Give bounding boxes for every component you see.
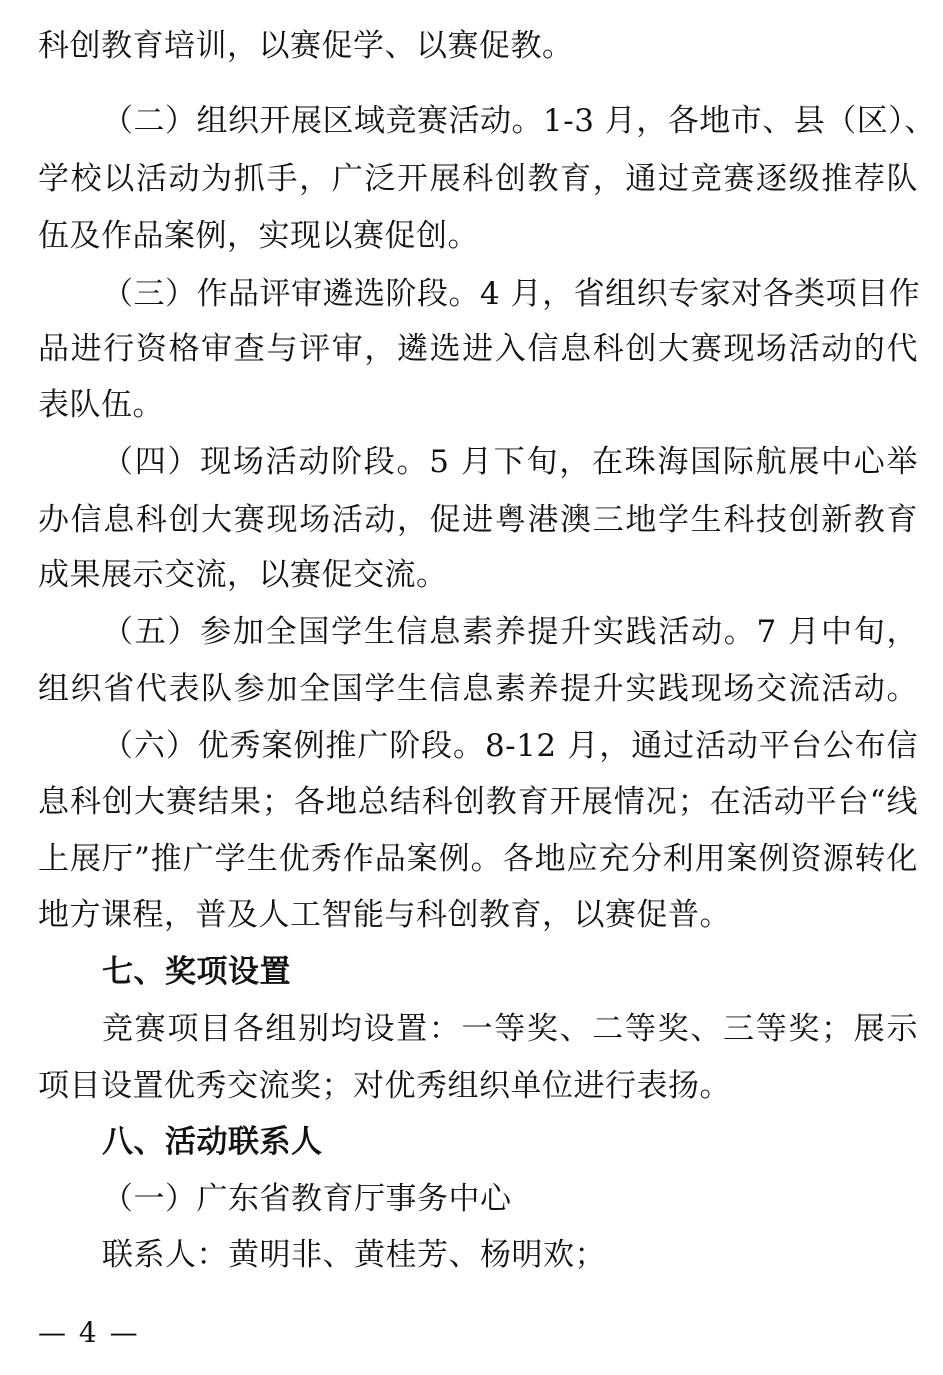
paragraph-line: （一）广东省教育厅事务中心	[102, 1181, 512, 1217]
paragraph-line: 组织省代表队参加全国学生信息素养提升实践现场交流活动。	[38, 671, 918, 707]
paragraph-line: 办信息科创大赛现场活动，促进粤港澳三地学生科技创新教育	[38, 502, 918, 538]
paragraph-line: 地方课程，普及人工智能与科创教育，以赛促普。	[38, 897, 731, 933]
paragraph-line: （四）现场活动阶段。5 月下旬，在珠海国际航展中心举	[102, 444, 918, 480]
page-number: — 4 —	[38, 1316, 140, 1349]
paragraph-line: 表队伍。	[38, 387, 164, 423]
paragraph-line: 项目设置优秀交流奖；对优秀组织单位进行表扬。	[38, 1068, 731, 1104]
paragraph-line: （五）参加全国学生信息素养提升实践活动。7 月中旬，	[102, 614, 918, 650]
paragraph-line: 联系人：黄明非、黄桂芳、杨明欢；	[102, 1237, 606, 1273]
paragraph-line: （三）作品评审遴选阶段。4 月，省组织专家对各类项目作	[102, 276, 921, 312]
paragraph-line: 学校以活动为抓手，广泛开展科创教育，通过竞赛逐级推荐队	[38, 161, 918, 197]
paragraph-line: 伍及作品案例，实现以赛促创。	[38, 218, 479, 254]
paragraph-line: （二）组织开展区域竞赛活动。1-3 月，各地市、县（区）、	[102, 103, 936, 139]
paragraph-line: 息科创大赛结果；各地总结科创教育开展情况；在活动平台“线	[38, 784, 918, 820]
paragraph-line: 竞赛项目各组别均设置：一等奖、二等奖、三等奖；展示	[102, 1011, 918, 1047]
paragraph-line: （六）优秀案例推广阶段。8-12 月，通过活动平台公布信	[102, 728, 918, 764]
section-heading-contacts: 八、活动联系人	[102, 1124, 323, 1160]
paragraph-line: 上展厅”推广学生优秀作品案例。各地应充分利用案例资源转化	[38, 841, 918, 877]
section-heading-awards: 七、奖项设置	[102, 954, 291, 990]
paragraph-line: 成果展示交流，以赛促交流。	[38, 557, 448, 593]
paragraph-line: 品进行资格审查与评审，遴选进入信息科创大赛现场活动的代	[38, 331, 918, 367]
paragraph-line: 科创教育培训，以赛促学、以赛促教。	[38, 28, 574, 64]
